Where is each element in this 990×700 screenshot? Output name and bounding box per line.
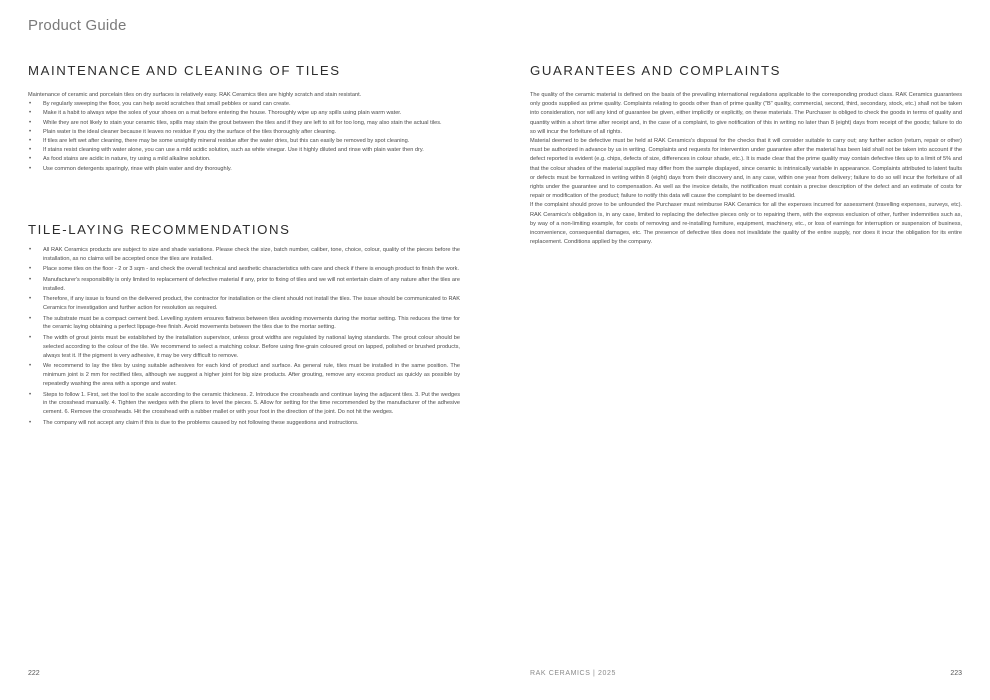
list-item: • As food stains are acidic in nature, try using a mild alkaline solution. [28,155,460,164]
tile-laying-heading: TILE-LAYING RECOMMENDATIONS [28,221,291,237]
list-item: • The width of grout joints must be established by the installation supervisor, unless grout widths are regulated by national laying standards. The grout colour should be selected according to the colour of the tile. We recommend to select a matching colour. Before using fine-grain coloured grout on lapped, polished or brushed products, always test it. If the pigment is very adhesive, it may be very difficult to remove. [28,334,460,361]
list-item: • Make it a habit to always wipe the soles of your shoes on a mat before entering the house. Thoroughly wipe up any spills using plain warm water. [28,109,460,118]
guarantees-paragraph: If the complaint should prove to be unfounded the Purchaser must reimburse RAK Ceramics for all the expenses incurred for assessment (travelling expenses, surveys, etc). RAK Ceramics's obligation is, in any case, limited to replacing the defective pieces only or to repairing them, with the express exclusion of other, further indemnities such as, by way of a non-limiting example, for costs of removing and re-installing furniture, equipment, machinery, etc., or loss of earnings for interruption or suspension of business, inconvenience, consequential damages, etc. The presence of defective tiles does not invalidate the quality of the entire supply, nor does it incur the obligation for its entire replacement. Conditions applied by the company. [530,202,962,246]
maintenance-list [28,100,460,174]
list-item: • Steps to follow 1. First, set the tool to the scale according to the ceramic thickness. 2. Introduce the crossheads and continue laying the adjacent tiles. 3. Put the wedges in the crosshead manually. 4. Tighten the wedges with the pliers to level the pieces. 5. Allow for setting for the time recommended by the manufacturer of the adhesive cement. 6. Remove the crossheads. Hit the crosshead with a rubber mallet or with your foot in the direction of the joint. Do not hit the wedges. [28,391,460,418]
tile-laying-list [28,246,460,428]
list-item: • By regularly sweeping the floor, you can help avoid scratches that small pebbles or sand can create. [28,100,460,109]
left-column [28,63,460,429]
list-item: • Therefore, if any issue is found on the delivered product, the contractor for installation or the client should not install the tiles. The issue should be communicated to RAK Ceramics for investigation and further action for resolution as required. [28,295,460,313]
guarantees-paragraph: Material deemed to be defective must be held at RAK Ceramics's disposal for the checks that it will consider suitable to carry out; any further action (return, repair or other) must be authorized in advance by us in writing. Complaints and requests for intervention under guarantee after the material has been laid shall not be taken into account if the defect reported is evident (e.g. chips, defects of size, differences in colour shade, etc.). It is made clear that the prime quality may contain defective tiles up to a limit of 5% and that the colour shades of the material supplied may differ from the sample displayed, since ceramic is intrinsically variable in appearance. Complaints attributed to latent faults or defects must be formalized in writing within 8 (eight) days from their discovery and, in any case, within one year from delivery; failure to do so will incur the forfeiture of all rights under the guarantee and to compensation. As well as the invoice details, the notification must contain a precise description of the defect and an estimate of costs for repair or modification of the product; failure to notify this data will cause the complaint to be deemed invalid. [530,138,962,200]
list-item: • Use common detergents sparingly, rinse with plain water and dry thoroughly. [28,165,460,174]
list-item: • If stains resist cleaning with water alone, you can use a mild acidic solution, such as white vinegar. Use it highly diluted and rinse with plain water then dry. [28,146,460,155]
maintenance-heading: MAINTENANCE AND CLEANING OF TILES [28,63,341,78]
list-item: • The substrate must be a compact cement bed. Levelling system ensures flatness between tiles avoiding movements during the mortar setting. This reduces the time for the ceramic laying obtaining a perfect lippage-free finish. Avoid movements between the tiles due to the mortar setting. [28,315,460,333]
right-column [530,63,962,247]
page-number-left: 222 [28,670,40,677]
guarantees-paragraph: The quality of the ceramic material is defined on the basis of the prevailing international regulations applicable to the corresponding product class. RAK Ceramics guarantees only goods supplied as prime quality. Complaints relating to goods other than of prime quality ("B" quality, commercial, second, third, secondary, stock, etc.) shall not be taken into consideration, nor will any kind of guarantee be given, either implicitly or explicitly, on these materials. The Purchaser is obliged to check the goods in terms of quality and quantity within a short time after receipt and, in the case of a complaint, to give notification of this in writing no later than 8 (eight) days from receipt of the goods; failure to do so will incur the forfeiture of all rights. [530,92,962,135]
list-item: • While they are not likely to stain your ceramic tiles, spills may stain the grout between the tiles and if they are left to sit for too long, may also stain the actual tiles. [28,119,460,128]
list-item: • We recommend to lay the tiles by using suitable adhesives for each kind of product and surface. As general rule, tiles must be installed in the same position. The minimum joint is 2 mm for rectified tiles, although we suggest a higher joint for big size products. After grouting, remove any excess product as quickly as possible by repeatedly washing the area with a sponge and water. [28,362,460,389]
list-item: • Plain water is the ideal cleaner because it leaves no residue if you dry the surface of the tiles thoroughly after cleaning. [28,128,460,137]
list-item: • Place some tiles on the floor - 2 or 3 sqm - and check the overall technical and aesthetic characteristics with care and check if there is enough product to finish the work. [28,265,460,274]
list-item: • The company will not accept any claim if this is due to the problems caused by not following these suggestions and instructions. [28,419,460,428]
maintenance-intro: Maintenance of ceramic and porcelain tiles on dry surfaces is relatively easy. RAK Ceramics tiles are highly scratch and stain resistant. [28,92,362,98]
list-item: • If tiles are left wet after cleaning, there may be some unsightly mineral residue after the water dries, but this can easily be removed by spot cleaning. [28,137,460,146]
footer-brand: RAK CERAMICS | 2025 [530,670,616,677]
list-item: • All RAK Ceramics products are subject to size and shade variations. Please check the size, batch number, caliber, tone, choice, colour, quality of the pieces before the installation, as no claims will be accepted once the tiles are installed. [28,246,460,264]
guarantees-heading: GUARANTEES AND COMPLAINTS [530,63,782,78]
page-number-right: 223 [950,670,962,677]
list-item: • Manufacturer's responsibility is only limited to replacement of defective material if any, prior to fixing of tiles and we will not entertain claim of any nature after the tiles are installed. [28,276,460,294]
page-title: Product Guide [28,17,127,34]
